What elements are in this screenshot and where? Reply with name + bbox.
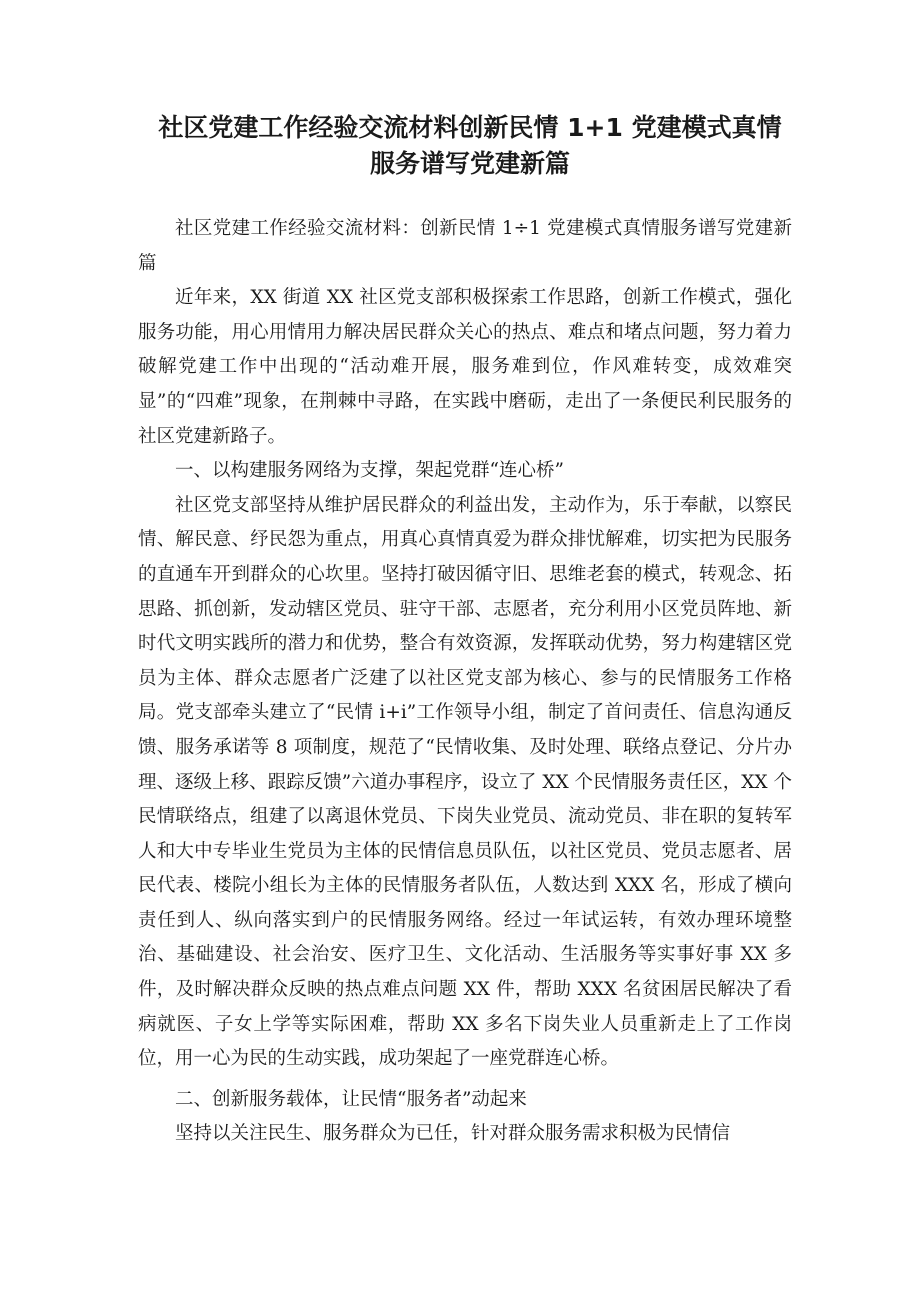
paragraph-intro: 近年来，XX 街道 XX 社区党支部积极探索工作思路，创新工作模式，强化服务功能，用心用情用力解决居民群众关心的热点、难点和堵点问题，努力着力破解党建工作中出现的“活动难开展，服务难到位，作风难转变，成效难突显”的“四难”现象，在荆棘中寻路，在实践中磨砺，走出了一条便民利民服务的社区党建新路子。 xyxy=(138,287,792,447)
paragraph-subtitle: 社区党建工作经验交流材料：创新民情 1÷1 党建模式真情服务谱写党建新篇 xyxy=(138,218,792,274)
title-line-1: 社区党建工作经验交流材料创新民情 1+1 党建模式真情 xyxy=(158,113,782,142)
document-title xyxy=(130,110,810,182)
paragraph-section-2: 坚持以关注民生、服务群众为已任，针对群众服务需求积极为民情信 xyxy=(175,1123,731,1145)
document-body xyxy=(138,212,792,1152)
paragraph-section-1: 社区党支部坚持从维护居民群众的利益出发，主动作为，乐于奉献，以察民情、解民意、纾民怨为重点，用真心真情真爱为群众排忧解难，切实把为民服务的直通车开到群众的心坎里。坚持打破因循守旧、思维老套的模式，转观念、拓思路、抓创新，发动辖区党员、驻守干部、志愿者，充分利用小区党员阵地、新时代文明实践所的潜力和优势，整合有效资源，发挥联动优势，努力构建辖区党员为主体、群众志愿者广泛建了以社区党支部为核心、参与的民情服务工作格局。党支部牵头建立了“民情 i+i”工作领导小组，制定了首问责任、信息沟通反馈、服务承诺等 8 项制度，规范了“民情收集、及时处理、联络点登记、分片办理、逐级上移、跟踪反馈”六道办事程序，设立了 XX 个民情服务责任区，XX 个民情联络点，组建了以离退休党员、下岗失业党员、流动党员、非在职的复转军人和大中专毕业生党员为主体的民情信息员队伍，以社区党员、党员志愿者、居民代表、楼院小组长为主体的民情服务者队伍，人数达到 XXX 名，形成了横向责任到人、纵向落实到户的民情服务网络。经过一年试运转，有效办理环境整治、基础建设、社会治安、医疗卫生、文化活动、生活服务等实事好事 XX 多件，及时解决群众反映的热点难点问题 XX 件，帮助 XXX 名贫困居民解决了看病就医、子女上学等实际困难，帮助 XX 多名下岗失业人员重新走上了工作岗位，用一心为民的生动实践，成功架起了一座党群连心桥。 xyxy=(138,494,792,1070)
section-heading-1: 一、以构建服务网络为支撑，架起党群“连心桥” xyxy=(175,460,564,482)
title-line-2: 服务谱写党建新篇 xyxy=(369,149,570,178)
section-heading-2: 二、创新服务载体，让民情“服务者”动起来 xyxy=(175,1088,527,1110)
